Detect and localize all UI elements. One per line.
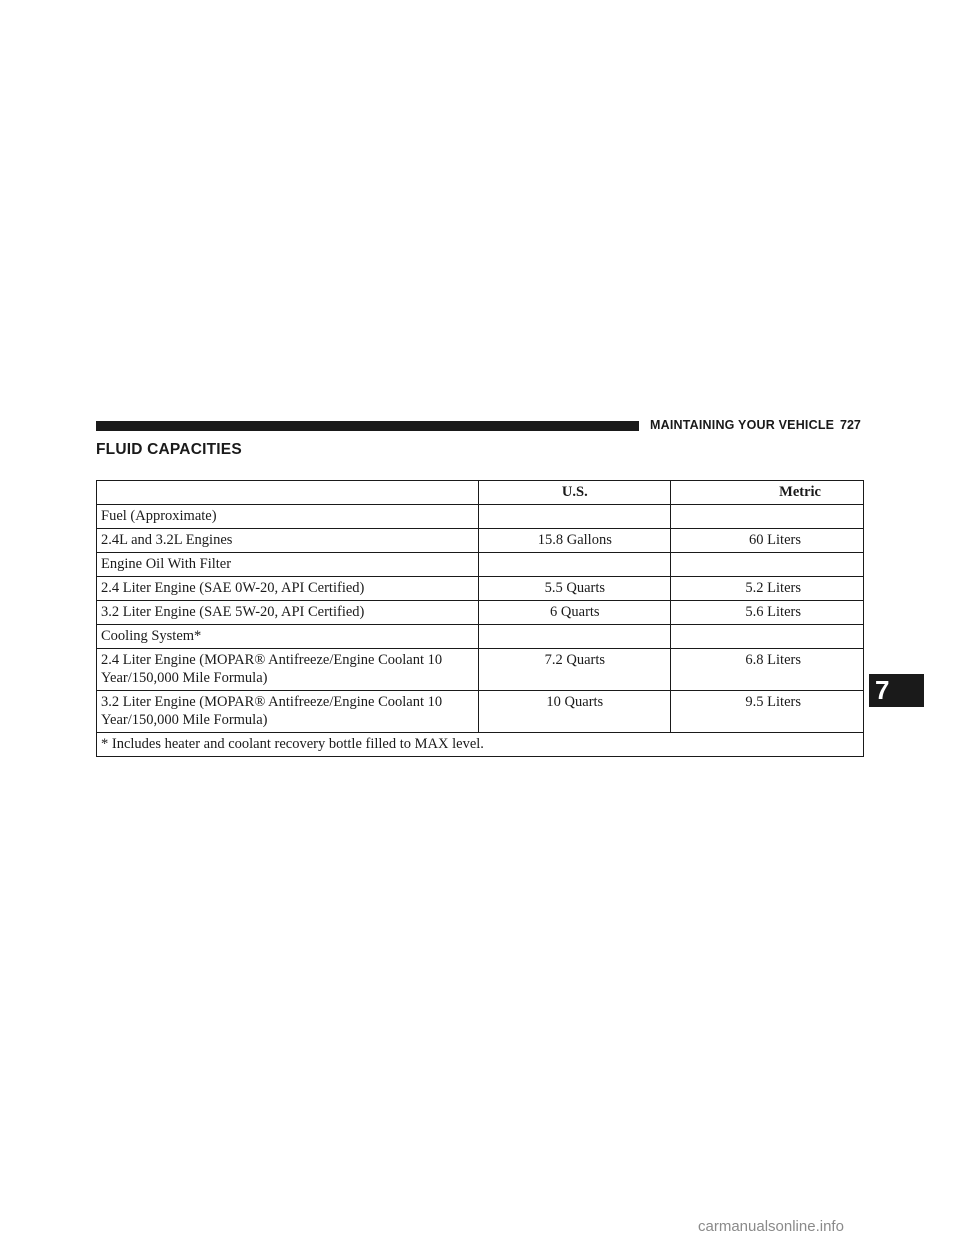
table-group-row	[97, 625, 864, 649]
us-value	[479, 625, 671, 649]
table-body	[97, 505, 864, 733]
item-label: 3.2 Liter Engine (SAE 5W-20, API Certified)	[97, 601, 479, 625]
metric-value: 60 Liters	[671, 529, 864, 553]
fluid-capacities-table	[96, 480, 864, 757]
us-value: 6 Quarts	[479, 601, 671, 625]
us-value: 7.2 Quarts	[479, 649, 671, 691]
footnote-row	[97, 733, 864, 757]
metric-value: 9.5 Liters	[671, 691, 864, 733]
table-row	[97, 649, 864, 691]
metric-value	[671, 505, 864, 529]
group-label: Cooling System*	[97, 625, 479, 649]
table-footnote: * Includes heater and coolant recovery bottle filled to MAX level.	[97, 733, 864, 757]
item-label: 2.4 Liter Engine (SAE 0W-20, API Certified)	[97, 577, 479, 601]
us-value: 15.8 Gallons	[479, 529, 671, 553]
item-label: 2.4L and 3.2L Engines	[97, 529, 479, 553]
item-label: 3.2 Liter Engine (MOPAR® Antifreeze/Engine Coolant 10 Year/150,000 Mile Formula)	[97, 691, 479, 733]
us-value: 10 Quarts	[479, 691, 671, 733]
table-row	[97, 601, 864, 625]
metric-value: 6.8 Liters	[671, 649, 864, 691]
table-row	[97, 529, 864, 553]
page-number: 727	[840, 418, 861, 432]
metric-value	[671, 553, 864, 577]
table-header-row	[97, 481, 864, 505]
chapter-tab: 7	[869, 674, 924, 707]
us-value	[479, 505, 671, 529]
table-group-row	[97, 553, 864, 577]
metric-value: 5.6 Liters	[671, 601, 864, 625]
column-header-us: U.S.	[479, 481, 671, 505]
metric-value: 5.2 Liters	[671, 577, 864, 601]
group-label: Engine Oil With Filter	[97, 553, 479, 577]
metric-value	[671, 625, 864, 649]
table-row	[97, 577, 864, 601]
section-title: FLUID CAPACITIES	[96, 441, 242, 458]
us-value: 5.5 Quarts	[479, 577, 671, 601]
column-header-item	[97, 481, 479, 505]
watermark: carmanualsonline.info	[698, 1218, 844, 1235]
item-label: 2.4 Liter Engine (MOPAR® Antifreeze/Engine Coolant 10 Year/150,000 Mile Formula)	[97, 649, 479, 691]
column-header-metric: Metric	[671, 481, 864, 505]
group-label: Fuel (Approximate)	[97, 505, 479, 529]
us-value	[479, 553, 671, 577]
table-group-row	[97, 505, 864, 529]
header-rule	[96, 421, 639, 431]
table-row	[97, 691, 864, 733]
running-header-section: MAINTAINING YOUR VEHICLE	[650, 418, 835, 432]
